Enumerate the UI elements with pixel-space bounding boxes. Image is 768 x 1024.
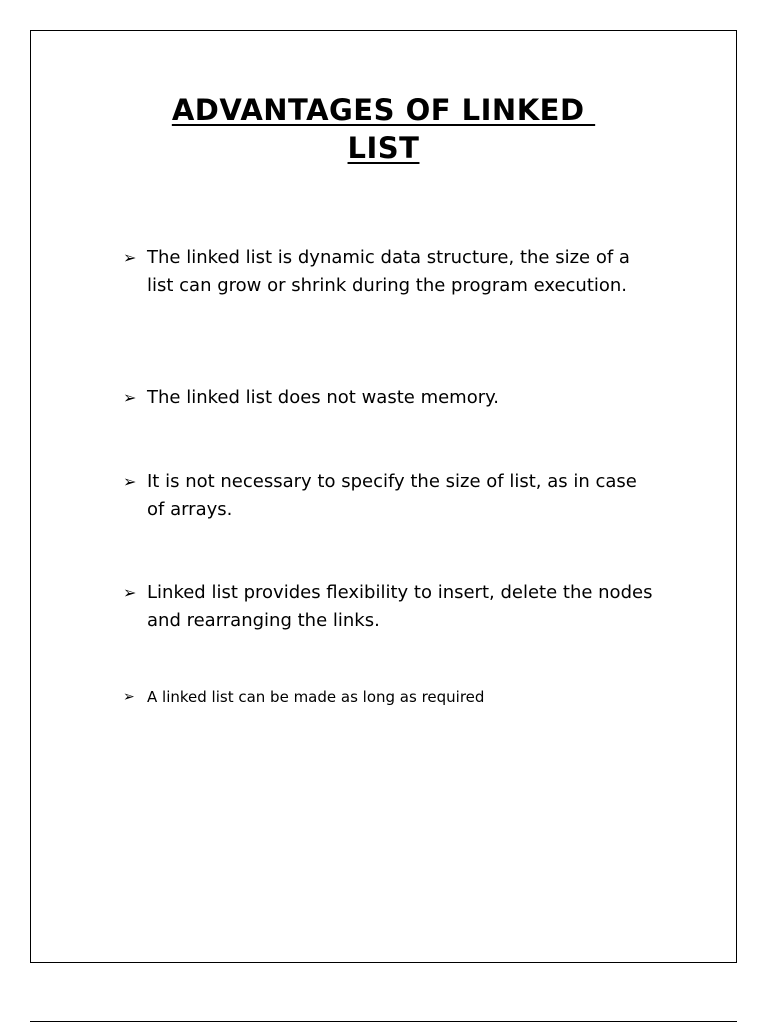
arrow-bullet-icon: ➢ [123,689,135,705]
page-title-line-1: ADVANTAGES OF LINKED [171,93,596,127]
list-item [123,686,653,708]
page-frame [30,30,737,963]
page-title-line-2: LIST [347,131,420,165]
list-item [123,579,653,635]
arrow-bullet-icon: ➢ [123,472,137,491]
list-item [123,468,653,524]
page-title [31,91,736,167]
arrow-bullet-icon: ➢ [123,248,137,267]
arrow-bullet-icon: ➢ [123,583,137,602]
list-item [123,384,653,412]
list-item [123,244,653,300]
list-item-text: Linked list provides flexibility to insert, delete the nodes and rearranging the links. [147,582,653,631]
list-item-text: The linked list is dynamic data structure, the size of a list can grow or shrink during the program execution. [147,247,630,296]
list-item-text: A linked list can be made as long as required [147,688,485,706]
bottom-divider [30,1021,737,1022]
list-item-text: It is not necessary to specify the size of list, as in case of arrays. [147,471,637,520]
list-item-text: The linked list does not waste memory. [147,387,499,408]
arrow-bullet-icon: ➢ [123,388,137,407]
